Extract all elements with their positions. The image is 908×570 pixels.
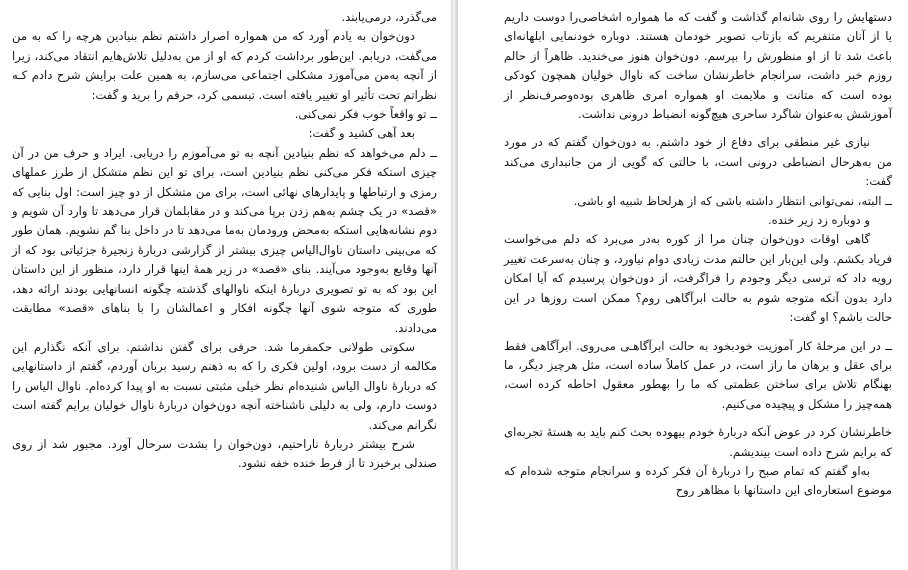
paragraph: شرح بیشتر دربارهٔ ناراحتیم، دون‌خوان را بشدت سرحال آورد. مجبور شد از روی صندلی برخیزد تا از فرط خنده خفه نشود. bbox=[12, 436, 437, 471]
book-gutter bbox=[451, 0, 458, 570]
paragraph: می‌گذرد، درمی‌یابند. bbox=[341, 10, 437, 24]
paragraph: گاهی اوقات دون‌خوان چنان مرا از کوره به‌در می‌برد که دلم می‌خواست فریاد بکشم. ولی این‌بار این حالتم مدت زیادی دوام نیاورد، و چنان به‌سرعت تغییر رویه داد که ترسی دیگر وجودم را فراگرفت، از دون‌خوان پرسیدم که آیا امکان دارد بدون آنکه متوجه شوم به حالت ابرآگاهی روم؟ ممکن است روزها در این حالت باشم؟ او گفت: bbox=[504, 232, 892, 325]
paragraph: ــ البته، نمی‌توانی انتظار داشته باشی که از هرلحاظ شبیه او باشی. bbox=[573, 193, 892, 208]
paragraph: دون‌خوان به یادم آورد که من همواره اصرار داشتم نظم بنیادین هرچه را که به من می‌گفت، دریابم. این‌طور برداشت کردم که او از من به‌دلیل تلاش‌هایم انتقاد می‌کند، زیرا از آنچه به‌من می‌آموزد مشکلی اجتماعی می‌سازم، به همین علت برایش شرح دادم کـه نظراتم تحت تأثیر او تغییر یافته است. تبسمی کرد، حرفم را برید و گفت: bbox=[12, 29, 437, 102]
left-page-text bbox=[12, 8, 437, 474]
paragraph: خاطرنشان کرد در عوض آنکه دربارهٔ خودم بیهوده بحث کنم باید به هستهٔ تجربه‌ای که برایم شرح داده است بیندیشم. bbox=[504, 425, 892, 459]
paragraph: به‌او گفتم که تمام صبح را دربارهٔ آن فکر کرده و سرانجام متوجه شده‌ام که موضوع استعاره‌ای این داستانها با مظاهر روح bbox=[504, 463, 892, 498]
paragraph: بعد آهی کشید و گفت: bbox=[308, 126, 415, 141]
paragraph: ــ دلم می‌خواهد که نظم بنیادین آنچه به تو می‌آموزم را دریابی. ایراد و حرف من در آن چیزی استکه فکر می‌کنی نظم بنیادین است، برای تو این نظم متشکل از طرز عملهای رمزی و ارتباطها و پایدارهای نهائی است، برای من متشکل از دو چیز است: اول بنایی که «قصد» در یک چشم به‌هم زدن برپا می‌کند و در مقابلمان قرار می‌دهد تا وارد آن شویم و دوم نشانه‌هایی استکه به‌محض ورودمان به‌ما می‌دهد تا در داخل بنا گم نشویم. همان طور که می‌بینی داستان ناوال‌الیاس چیزی بیشتر از گزارشی دربارهٔ زنجیرهٔ جزئیاتی بود که از آنها وقایع به‌وجود می‌آیند. بنای «قصد» در زیر همهٔ اینها قرار دارد، منظور از این داستان این بود که به تو تصویری دربارهٔ اینکه ناوالهای گذشته چگونه انسانهایی بودند ارائه دهد، طوری که متوجه شوی آنها چگونه افکار و اعمالشان را با بناهای «قصد» مطابقت می‌دادند. bbox=[12, 145, 437, 335]
left-page bbox=[0, 0, 452, 570]
paragraph: ــ تو واقعاً خوب فکر نمی‌کنی. bbox=[294, 107, 437, 122]
paragraph: دستهایش را روی شانه‌ام گذاشت و گفت که ما همواره اشخاصی‌را دوست داریم یا از آنان متنفریم که بازتاب تصویر خودمان هستند. دوباره خودنمایی ابلهانه‌ای باعث شد تا از او منظورش را بپرسم. دون‌خوان هنوز می‌خندید. ظاهراً از حالم روزم خبر داشت، سرانجام خاطرنشان ساخت که ناوال خولیان همچون کودکی بوده است که متانت و ملایمت او همواره امری ظاهری بوده‌وصرف‌نظر از آموزشش به‌عنوان شاگرد ساحری هیچ‌گونه انضباط درونی نداشت. bbox=[504, 10, 892, 122]
paragraph: سکوتی طولانی حکمفرما شد. حرفی برای گفتن نداشتم. برای آنکه نگذارم این مکالمه از دست برود، اولین فکری را که به ذهنم رسید بربان آوردم، گفتم از داستانهایی که دربارهٔ ناوال الیاس شنیده‌ام نظر خیلی مثبتی نسبت به او پیدا کرده‌ام. ناوال الیاس را دوست دارم، ولی به دلیلی ناشناخته آنچه دون‌خوان دربارهٔ ناوال خولیان برایم گفته است نگرانم می‌کند. bbox=[12, 339, 437, 432]
right-page bbox=[458, 0, 908, 570]
paragraph: و دوباره زد زیر خنده. bbox=[767, 213, 870, 228]
paragraph: ــ در این مرحلهٔ کار آموزیت خودبخود به حالت ابرآگاهـی می‌روی. ابرآگاهی فقط برای عقل و برهان ما راز است، در عمل کاملاً ساده است، مثل هرچیز دیگر، ما بهنگام تلاش برای ساختن عظمتی که ما را بهطور معقول احاطه کرده است، همه‌چیز را مشکل و پیچیده می‌کنیم. bbox=[504, 338, 892, 411]
right-page-text bbox=[504, 8, 892, 501]
paragraph: نیازی غیر منطقی برای دفاع از خود داشتم. به دون‌خوان گفتم که در مورد من به‌هرحال انضباطی درونی است، با حالتی که گویی از من جانبداری می‌کند گفت: bbox=[504, 135, 892, 189]
